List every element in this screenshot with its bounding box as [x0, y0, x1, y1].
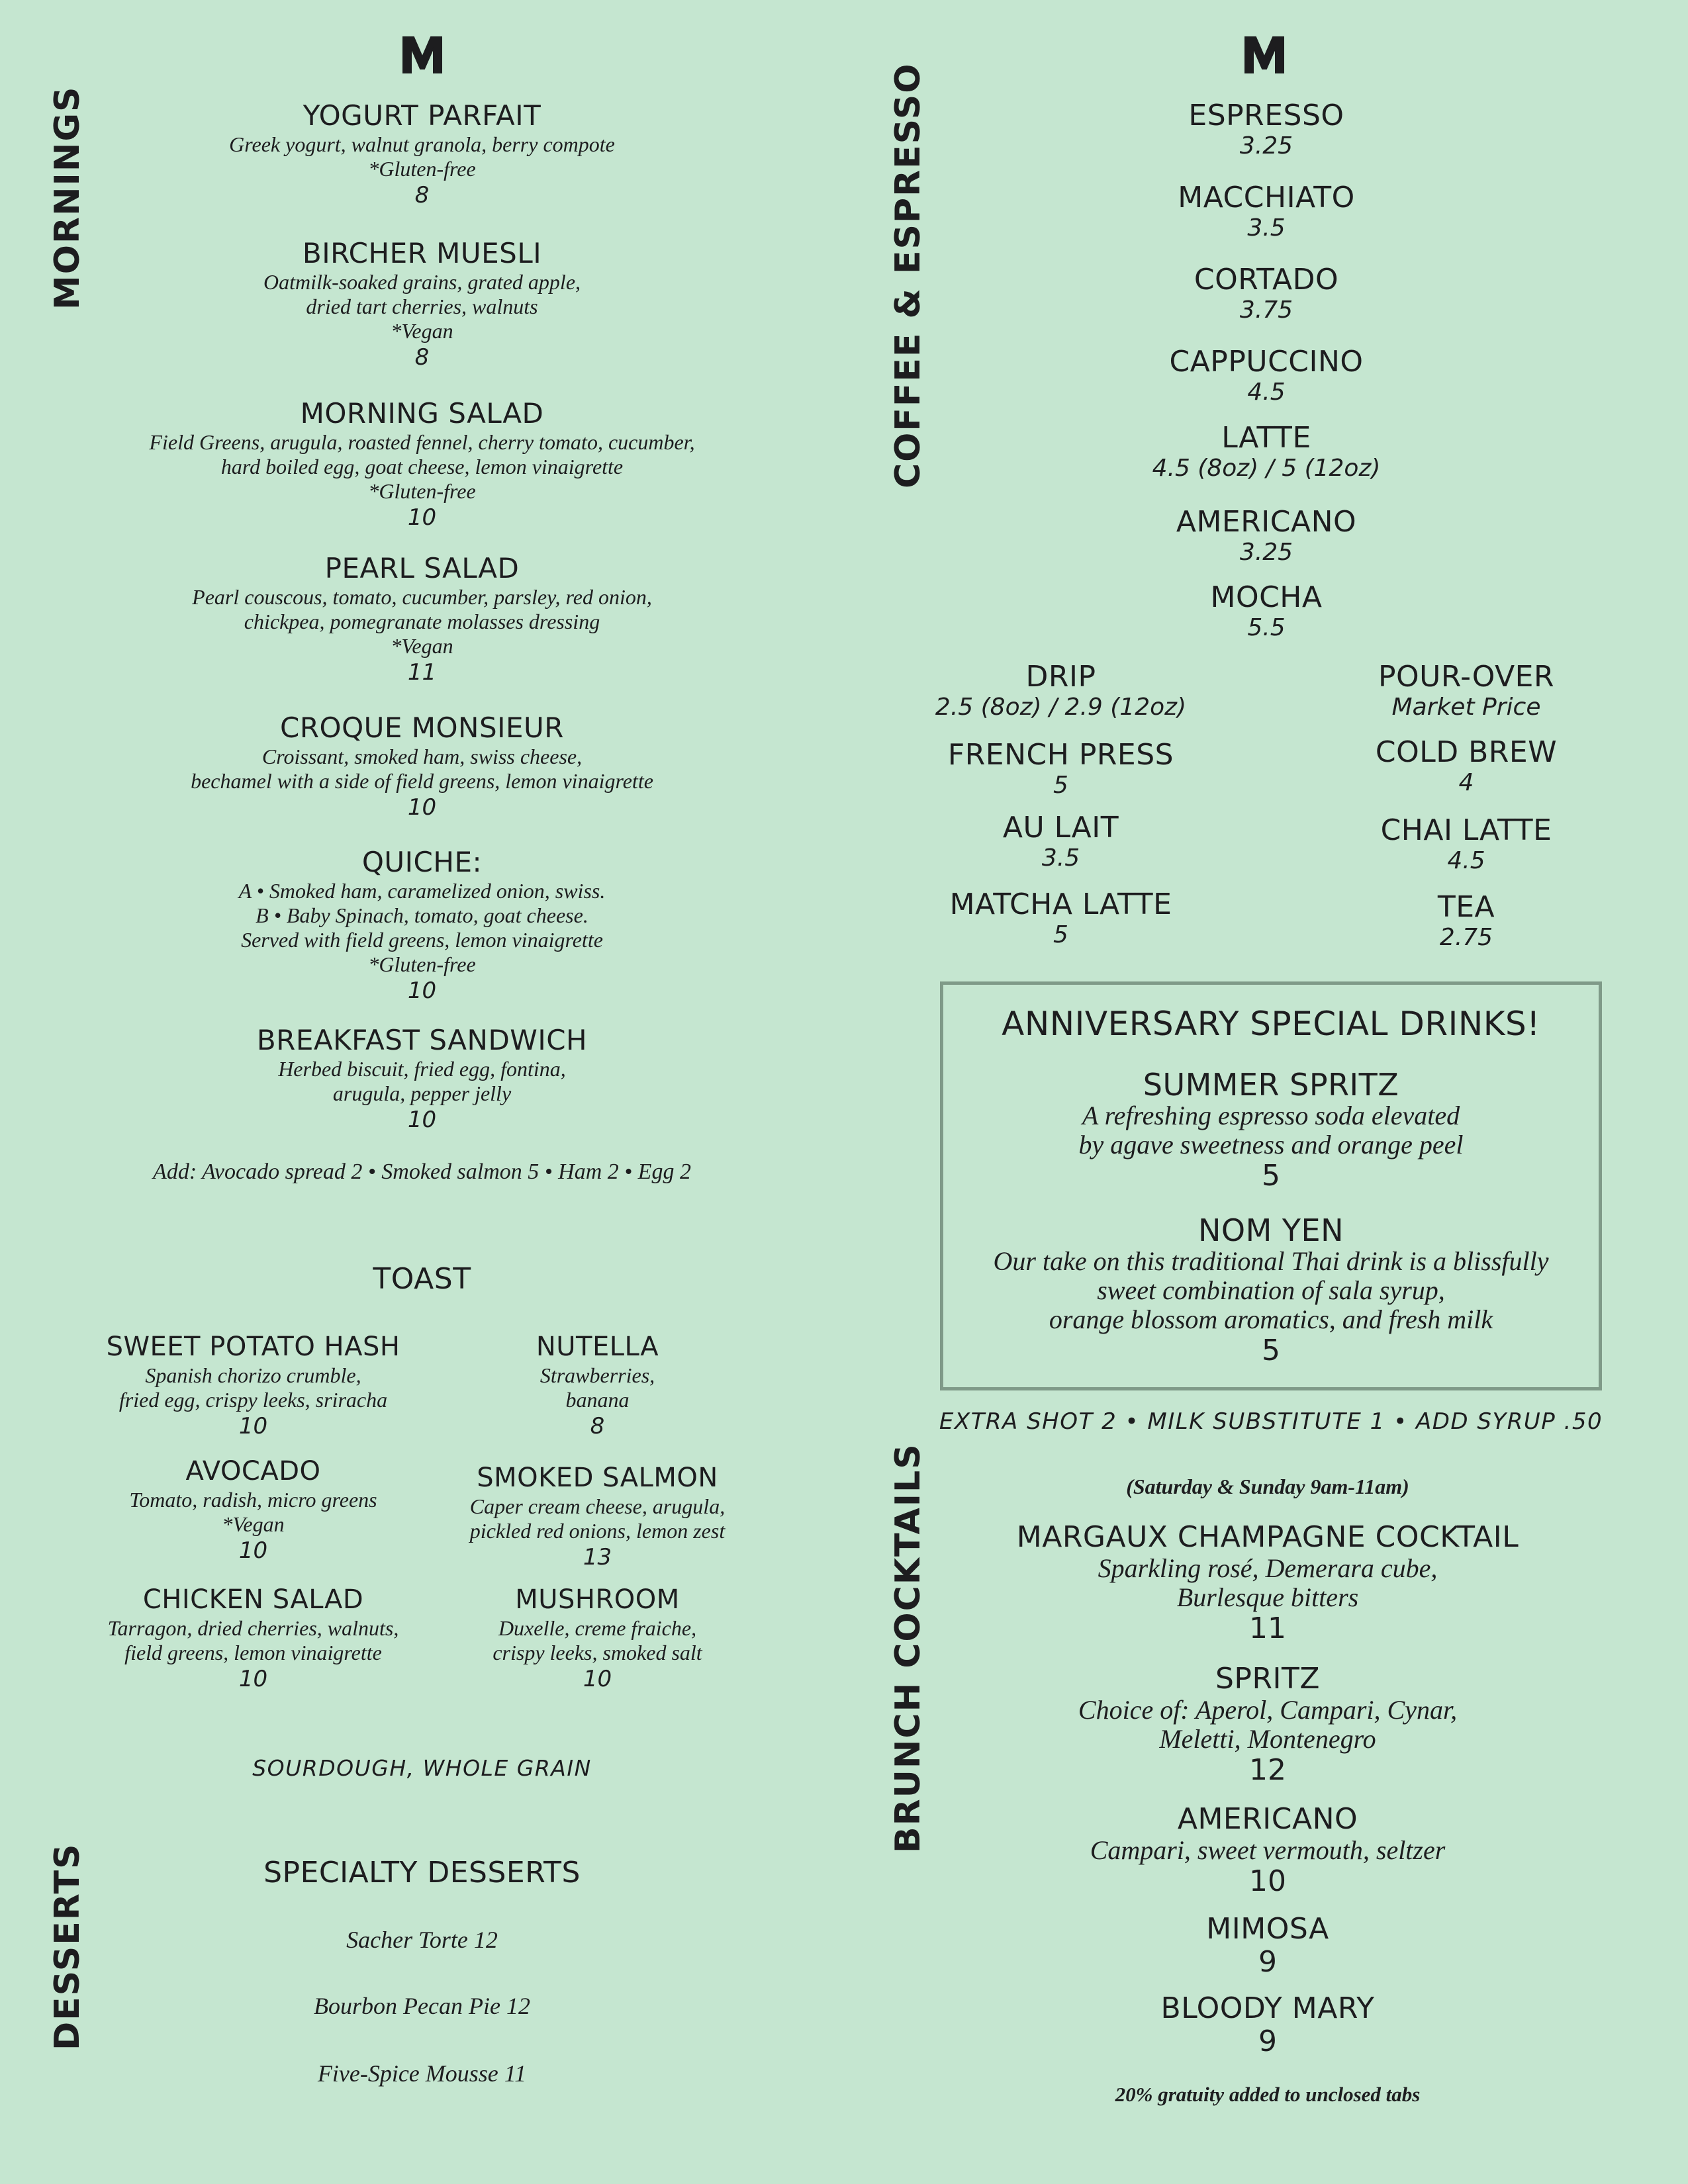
item-desc: *Gluten-free [368, 157, 476, 181]
coffee-item [1317, 891, 1615, 952]
item-name: FRENCH PRESS [947, 738, 1174, 772]
item-name: SWEET POTATO HASH [106, 1332, 400, 1362]
special-item [943, 1214, 1599, 1367]
bread-options: SOURDOUGH, WHOLE GRAIN [252, 1755, 592, 1781]
item-price: 8 [414, 344, 430, 371]
item-price: 4.5 [1247, 379, 1286, 406]
item-name: BREAKFAST SANDWICH [256, 1024, 588, 1056]
item-name: NOM YEN [1197, 1212, 1344, 1248]
item-desc: Tarragon, dried cherries, walnuts, [107, 1616, 399, 1640]
coffee-item [1317, 814, 1615, 875]
item-desc: Duxelle, creme fraiche, [498, 1616, 697, 1640]
item-price: 10 [238, 1666, 268, 1692]
item-price: 2.75 [1439, 924, 1493, 951]
item-desc: Campari, sweet vermouth, seltzer [1090, 1835, 1446, 1865]
item-desc: Croissant, smoked ham, swiss cheese, [261, 745, 583, 768]
item-price: 3.25 [1239, 132, 1293, 159]
item-desc: *Vegan [391, 319, 453, 343]
item-price: 10 [407, 504, 437, 531]
coffee-item [920, 888, 1201, 949]
item-desc: field greens, lemon vinaigrette [124, 1641, 382, 1664]
item-name: COLD BREW [1375, 735, 1558, 769]
item-name: MUSHROOM [515, 1584, 680, 1615]
item-desc: by agave sweetness and orange peel [1078, 1130, 1464, 1160]
item-desc: Herbed biscuit, fried egg, fontina, [278, 1057, 566, 1081]
menu-item [99, 711, 745, 821]
item-price: 3.5 [1247, 214, 1286, 242]
coffee-item [1317, 660, 1615, 721]
item-desc: *Gluten-free [368, 952, 476, 976]
toast-item [99, 1583, 407, 1693]
item-desc: *Vegan [391, 634, 453, 658]
logo-right [1241, 32, 1288, 78]
item-desc: pickled red onions, lemon zest [469, 1519, 726, 1543]
item-name: CROQUE MONSIEUR [280, 711, 564, 744]
item-price: 3.25 [1239, 539, 1293, 566]
coffee-item [1317, 736, 1615, 797]
item-price: 10 [238, 1413, 268, 1439]
item-price: 5 [1053, 921, 1068, 948]
special-drinks-box [940, 981, 1602, 1390]
toast-item [444, 1461, 751, 1571]
item-name: MACCHIATO [1178, 181, 1355, 214]
item-name: AMERICANO [1177, 1802, 1358, 1836]
item-desc: Caper cream cheese, arugula, [469, 1494, 726, 1518]
item-desc: orange blossom aromatics, and fresh milk [1049, 1304, 1493, 1334]
item-desc: Burlesque bitters [1176, 1582, 1359, 1612]
desserts-title: SPECIALTY DESSERTS [263, 1856, 581, 1889]
section-desserts: DESSERTS [48, 1843, 87, 2050]
item-price: 3.75 [1239, 296, 1293, 324]
addons-line: Add: Avocado spread 2 • Smoked salmon 5 • Ham 2 • Egg 2 [153, 1160, 691, 1184]
item-price: 10 [238, 1537, 268, 1564]
item-desc: B • Baby Spinach, tomato, goat cheese. [256, 903, 588, 927]
coffee-item [1068, 345, 1465, 406]
item-price: 3.5 [1041, 844, 1080, 872]
item-price: 4.5 (8oz) / 5 (12oz) [1152, 455, 1381, 482]
item-desc: hard boiled egg, goat cheese, lemon vinaigrette [220, 455, 624, 478]
item-name: SUMMER SPRITZ [1143, 1067, 1399, 1103]
item-price: 8 [414, 182, 430, 208]
item-desc: arugula, pepper jelly [332, 1081, 512, 1105]
item-price: 8 [590, 1413, 605, 1439]
item-desc: Strawberries, [539, 1363, 655, 1387]
item-price: 9 [1258, 2025, 1277, 2058]
menu-item [99, 552, 745, 686]
dessert-item: Five-Spice Mousse 11 [317, 2060, 527, 2087]
item-price: 13 [583, 1544, 612, 1570]
item-price: 10 [583, 1666, 612, 1692]
item-desc: Our take on this traditional Thai drink is a blissfully [993, 1246, 1549, 1276]
cocktail-hours: (Saturday & Sunday 9am-11am) [1126, 1475, 1409, 1498]
item-price: 5.5 [1247, 614, 1286, 641]
item-desc: A refreshing espresso soda elevated [1082, 1101, 1460, 1130]
toast-item [444, 1583, 751, 1693]
item-desc: dried tart cherries, walnuts [306, 295, 538, 318]
item-price: 9 [1258, 1945, 1277, 1979]
item-name: CORTADO [1194, 263, 1339, 296]
item-price: 11 [1249, 1612, 1286, 1645]
section-coffee: COFFEE & ESPRESSO [888, 62, 928, 488]
item-desc: Sparkling rosé, Demerara cube, [1098, 1553, 1438, 1583]
item-price: 10 [407, 1107, 437, 1133]
dessert-item: Sacher Torte 12 [346, 1927, 498, 1953]
item-desc: Field Greens, arugula, roasted fennel, cherry tomato, cucumber, [149, 430, 695, 454]
item-name: YOGURT PARFAIT [303, 99, 541, 132]
item-price: 4 [1458, 769, 1474, 796]
coffee-item [920, 739, 1201, 799]
item-desc: A • Smoked ham, caramelized onion, swiss. [238, 879, 606, 903]
coffee-item [1068, 263, 1465, 324]
item-price: 5 [1053, 772, 1068, 799]
item-desc: Oatmilk-soaked grains, grated apple, [263, 270, 581, 294]
section-cocktails: BRUNCH COCKTAILS [888, 1443, 928, 1853]
item-name: MIMOSA [1206, 1912, 1329, 1946]
item-price: Market Price [1391, 694, 1541, 721]
item-desc: Choice of: Aperol, Campari, Cynar, [1078, 1695, 1458, 1725]
coffee-item [1068, 506, 1465, 567]
extras-line: EXTRA SHOT 2 • MILK SUBSTITUTE 1 • ADD SYRUP .50 [939, 1408, 1603, 1435]
item-price: 5 [1262, 1334, 1280, 1367]
menu-item [99, 1024, 745, 1134]
toast-item [444, 1330, 751, 1440]
coffee-item [1068, 181, 1465, 242]
menu-item [99, 846, 745, 1005]
cocktail-item [927, 1913, 1609, 1979]
coffee-item [1068, 581, 1465, 642]
item-name: QUICHE: [361, 846, 483, 878]
cocktail-item [927, 1992, 1609, 2058]
item-name: POUR-OVER [1378, 660, 1555, 694]
item-price: 2.5 (8oz) / 2.9 (12oz) [935, 694, 1187, 721]
item-price: 5 [1262, 1159, 1280, 1193]
item-name: TEA [1437, 890, 1495, 924]
item-name: BIRCHER MUESLI [302, 237, 542, 269]
item-name: CHAI LATTE [1380, 813, 1552, 847]
item-name: AVOCADO [185, 1456, 321, 1486]
item-name: AMERICANO [1176, 505, 1357, 539]
cocktail-item [927, 1521, 1609, 1645]
item-desc: fried egg, crispy leeks, sriracha [118, 1388, 388, 1412]
item-desc: Spanish chorizo crumble, [145, 1363, 361, 1387]
cocktail-item [927, 1803, 1609, 1898]
item-desc: Greek yogurt, walnut granola, berry compote [229, 132, 615, 156]
item-name: LATTE [1221, 421, 1311, 455]
item-name: NUTELLA [536, 1332, 659, 1362]
coffee-item [1068, 99, 1465, 160]
item-name: CHICKEN SALAD [142, 1584, 364, 1615]
item-desc: Pearl couscous, tomato, cucumber, parsley, red onion, [192, 585, 652, 609]
gratuity-note: 20% gratuity added to unclosed tabs [1115, 2083, 1421, 2106]
item-name: MORNING SALAD [300, 397, 544, 430]
item-price: 10 [407, 794, 437, 821]
special-item [943, 1068, 1599, 1193]
item-price: 11 [407, 659, 437, 686]
item-name: MARGAUX CHAMPAGNE COCKTAIL [1016, 1520, 1519, 1554]
item-name: DRIP [1025, 660, 1096, 694]
item-name: CAPPUCCINO [1169, 345, 1364, 379]
special-title: ANNIVERSARY SPECIAL DRINKS! [1002, 1005, 1540, 1043]
item-name: MATCHA LATTE [949, 887, 1172, 921]
item-price: 12 [1249, 1753, 1286, 1787]
coffee-item [920, 811, 1201, 872]
item-name: ESPRESSO [1188, 99, 1344, 132]
item-desc: Served with field greens, lemon vinaigrette [241, 928, 603, 952]
item-name: SPRITZ [1215, 1662, 1321, 1696]
menu-item [99, 397, 745, 531]
item-desc: Meletti, Montenegro [1159, 1724, 1376, 1754]
item-price: 10 [407, 978, 437, 1004]
item-desc: sweet combination of sala syrup, [1097, 1275, 1445, 1305]
item-desc: *Vegan [222, 1512, 285, 1536]
coffee-item [920, 660, 1201, 721]
item-name: AU LAIT [1002, 811, 1119, 844]
left-column [99, 0, 745, 2184]
item-name: MOCHA [1210, 580, 1323, 614]
menu-item [99, 237, 745, 371]
item-name: SMOKED SALMON [477, 1463, 718, 1493]
toast-item [99, 1330, 407, 1440]
item-name: BLOODY MARY [1160, 1991, 1375, 2025]
item-price: 10 [1249, 1864, 1286, 1898]
coffee-item [1068, 422, 1465, 482]
item-desc: Tomato, radish, micro greens [129, 1488, 377, 1512]
menu-item [99, 99, 745, 209]
item-desc: *Gluten-free [368, 479, 476, 503]
section-mornings: MORNINGS [48, 85, 87, 310]
item-desc: crispy leeks, smoked salt [492, 1641, 702, 1664]
item-name: PEARL SALAD [324, 552, 520, 584]
item-desc: banana [565, 1388, 630, 1412]
toast-title: TOAST [373, 1262, 471, 1296]
item-desc: chickpea, pomegranate molasses dressing [244, 610, 600, 633]
dessert-item: Bourbon Pecan Pie 12 [314, 1993, 530, 2019]
toast-item [99, 1455, 407, 1565]
item-desc: bechamel with a side of field greens, lemon vinaigrette [191, 769, 653, 793]
item-price: 4.5 [1447, 847, 1485, 874]
cocktail-item [927, 1662, 1609, 1787]
